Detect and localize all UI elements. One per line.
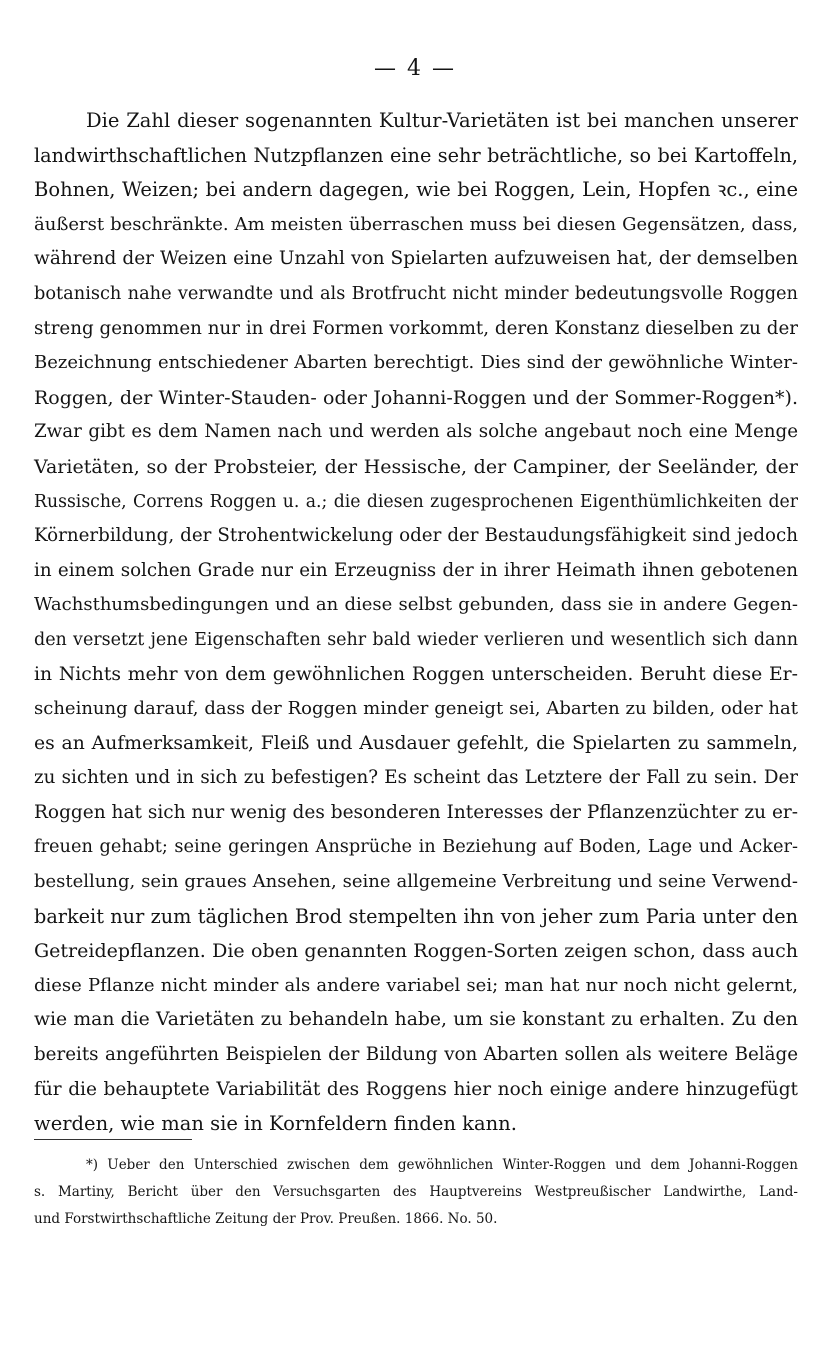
paragraph-line: Russische, Correns Roggen u. a.; die diesen zugesprochenen Eigenthümlichkeiten der <box>34 491 798 512</box>
paragraph-line: streng genommen nur in drei Formen vorkommt, deren Konstanz dieselben zu der <box>34 317 798 339</box>
paragraph-line: werden, wie man sie in Kornfeldern finden kann. <box>34 1112 517 1136</box>
paragraph-line: bereits angeführten Beispielen der Bildung von Abarten sollen als weitere Beläge <box>34 1044 798 1066</box>
paragraph-line: Varietäten, so der Probsteier, der Hessische, der Campiner, der Seeländer, der <box>34 455 798 478</box>
footnote-line: *) Ueber den Unterschied zwischen dem gewöhnlichen Winter-Roggen und dem Johanni-Roggen <box>86 1157 798 1173</box>
paragraph-line: Zwar gibt es dem Namen nach und werden als solche angebaut noch eine Menge <box>34 421 798 443</box>
paragraph-line: für die behauptete Variabilität des Roggens hier noch einige andere hinzugefügt <box>34 1078 798 1100</box>
footnote <box>34 1152 798 1233</box>
paragraph-line: zu sichten und in sich zu befestigen? Es scheint das Letztere der Fall zu sein. Der <box>34 767 798 789</box>
paragraph-line: Roggen, der Winter-Stauden- oder Johanni-Roggen und der Sommer-Roggen*). <box>34 386 798 409</box>
paragraph-line: es an Aufmerksamkeit, Fleiß und Ausdauer gefehlt, die Spielarten zu sammeln, <box>34 732 798 754</box>
paragraph-line: landwirthschaftlichen Nutzpflanzen eine sehr beträchtliche, so bei Kartoffeln, <box>34 143 798 167</box>
paragraph-line: botanisch nahe verwandte und als Brotfrucht nicht minder bedeutungsvolle Roggen <box>34 283 798 304</box>
paragraph-line: barkeit nur zum täglichen Brod stempelten ihn von jeher zum Paria unter den <box>34 904 798 928</box>
paragraph-line: während der Weizen eine Unzahl von Spielarten aufzuweisen hat, der demselben <box>34 248 798 270</box>
paragraph-line: Getreidepflanzen. Die oben genannten Roggen-Sorten zeigen schon, dass auch <box>34 940 798 963</box>
paragraph-line: diese Pflanze nicht minder als andere variabel sei; man hat nur noch nicht gelernt, <box>34 974 798 996</box>
paragraph-line: Körnerbildung, der Strohentwickelung oder der Bestaudungsfähigkeit sind jedoch <box>34 525 798 547</box>
footnote-line: und Forstwirthschaftliche Zeitung der Prov. Preußen. 1866. No. 50. <box>34 1211 498 1227</box>
paragraph-line: in einem solchen Grade nur ein Erzeugniss der in ihrer Heimath ihnen gebotenen <box>34 559 798 581</box>
paragraph-line: in Nichts mehr von dem gewöhnlichen Roggen unterscheiden. Beruht diese Er- <box>34 663 798 685</box>
paragraph-line: äußerst beschränkte. Am meisten überraschen muss bei diesen Gegensätzen, dass, <box>34 213 798 235</box>
paragraph-line: Roggen hat sich nur wenig des besonderen Interesses der Pflanzenzüchter zu er- <box>34 801 798 823</box>
paragraph-line: den versetzt jene Eigenschaften sehr bald wieder verlieren und wesentlich sich dann <box>34 629 798 650</box>
main-paragraph <box>34 104 798 1142</box>
paragraph-line: freuen gehabt; seine geringen Ansprüche in Beziehung auf Boden, Lage und Acker- <box>34 837 798 858</box>
paragraph-line: scheinung darauf, dass der Roggen minder geneigt sei, Abarten zu bilden, oder hat <box>34 698 798 720</box>
paragraph-line: Bezeichnung entschiedener Abarten berechtigt. Dies sind der gewöhnliche Winter- <box>34 352 798 374</box>
paragraph-line: wie man die Varietäten zu behandeln habe, um sie konstant zu erhalten. Zu den <box>34 1009 798 1031</box>
footnote-line: s. Martiny, Bericht über den Versuchsgarten des Hauptvereins Westpreußischer Landwirthe, Land- <box>34 1184 798 1200</box>
paragraph-line: Die Zahl dieser sogenannten Kultur-Varietäten ist bei manchen unserer <box>86 109 798 132</box>
paragraph-line: Wachsthumsbedingungen und an diese selbst gebunden, dass sie in andere Gegen- <box>34 594 798 616</box>
footnote-divider <box>34 1139 192 1140</box>
paragraph-line: bestellung, sein graues Ansehen, seine allgemeine Verbreitung und seine Verwend- <box>34 871 798 893</box>
paragraph-line: Bohnen, Weizen; bei andern dagegen, wie bei Roggen, Lein, Hopfen ꝛc., eine <box>34 178 798 202</box>
page-number: — 4 — <box>374 56 456 81</box>
